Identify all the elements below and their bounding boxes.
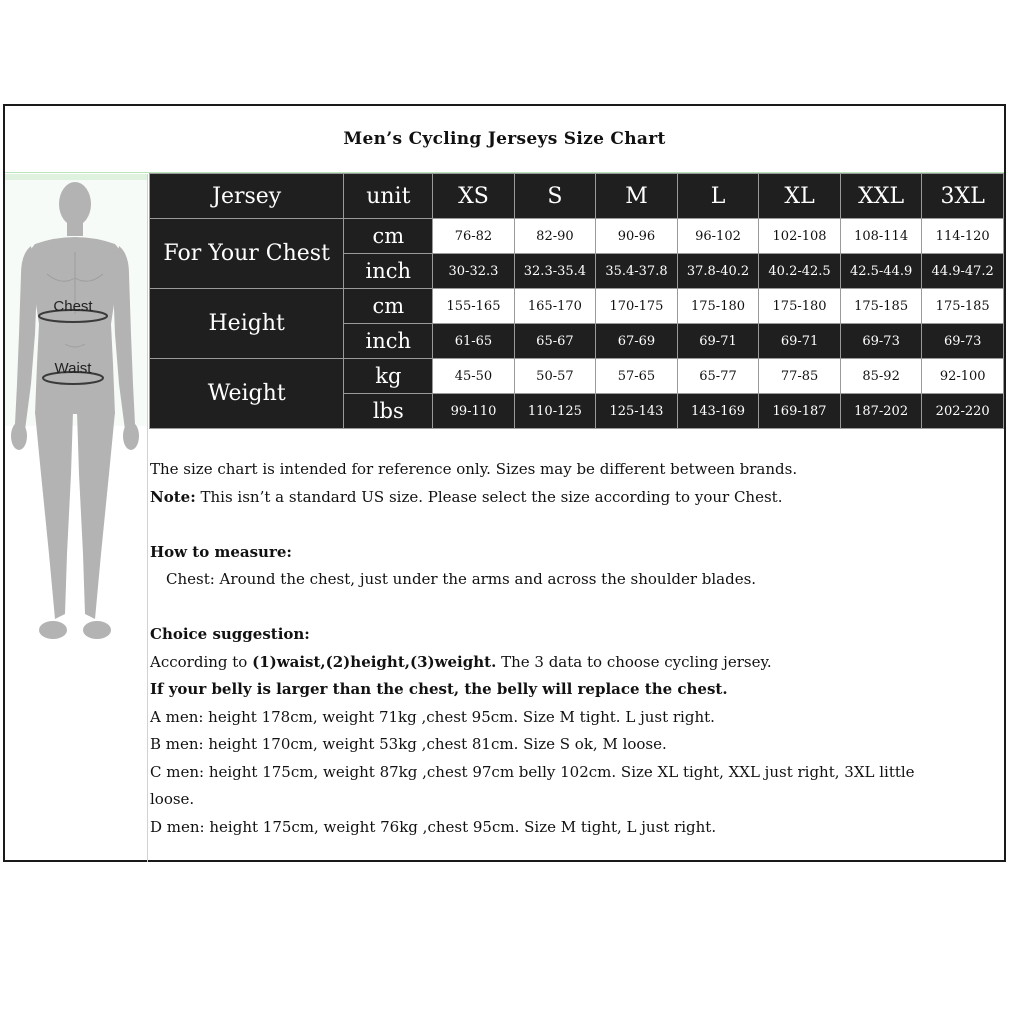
title-row xyxy=(5,106,1004,173)
value-cell: 175-180 xyxy=(759,289,841,324)
header-size: L xyxy=(677,174,759,219)
value-cell: 65-67 xyxy=(514,324,596,359)
header-size: XL xyxy=(759,174,841,219)
note-text: This isn’t a standard US size. Please select the size according to your Chest. xyxy=(195,487,783,506)
table-row xyxy=(150,289,1004,324)
belly-rule: If your belly is larger than the chest, the belly will replace the chest. xyxy=(150,680,728,698)
header-unit: unit xyxy=(344,174,433,219)
value-cell: 76-82 xyxy=(433,219,514,254)
header-size: XXL xyxy=(840,174,922,219)
reference-note: The size chart is intended for reference only. Sizes may be different between brands. xyxy=(150,460,798,478)
value-cell: 69-71 xyxy=(677,324,759,359)
value-cell: 102-108 xyxy=(759,219,841,254)
chest-measure-instruction: Chest: Around the chest, just under the arms and across the shoulder blades. xyxy=(166,570,757,588)
unit-cell: inch xyxy=(344,324,433,359)
example-c-continued: loose. xyxy=(150,790,195,808)
value-cell: 170-175 xyxy=(596,289,678,324)
unit-cell: cm xyxy=(344,219,433,254)
value-cell: 165-170 xyxy=(514,289,596,324)
value-cell: 155-165 xyxy=(433,289,514,324)
header-size: S xyxy=(514,174,596,219)
waist-label: Waist xyxy=(54,360,92,377)
how-to-measure-heading: How to measure: xyxy=(150,542,292,561)
value-cell: 42.5-44.9 xyxy=(840,254,922,289)
value-cell: 108-114 xyxy=(840,219,922,254)
value-cell: 175-180 xyxy=(677,289,759,324)
choice-suggestion-heading: Choice suggestion: xyxy=(150,625,310,643)
size-chart-frame xyxy=(3,104,1006,862)
value-cell: 57-65 xyxy=(596,359,678,394)
unit-cell: lbs xyxy=(344,394,433,429)
value-cell: 37.8-40.2 xyxy=(677,254,759,289)
value-cell: 44.9-47.2 xyxy=(922,254,1004,289)
value-cell: 45-50 xyxy=(433,359,514,394)
value-cell: 125-143 xyxy=(596,394,678,429)
value-cell: 143-169 xyxy=(677,394,759,429)
according-criteria: (1)waist,(2)height,(3)weight. xyxy=(252,652,497,671)
value-cell: 169-187 xyxy=(759,394,841,429)
value-cell: 175-185 xyxy=(840,289,922,324)
value-cell: 99-110 xyxy=(433,394,514,429)
value-cell: 82-90 xyxy=(514,219,596,254)
table-row xyxy=(150,219,1004,254)
value-cell: 61-65 xyxy=(433,324,514,359)
value-cell: 69-71 xyxy=(759,324,841,359)
note-line xyxy=(150,484,1000,512)
header-size: M xyxy=(596,174,678,219)
unit-cell: kg xyxy=(344,359,433,394)
header-size: XS xyxy=(433,174,514,219)
value-cell: 50-57 xyxy=(514,359,596,394)
value-cell: 40.2-42.5 xyxy=(759,254,841,289)
chest-label: Chest xyxy=(53,298,93,315)
value-cell: 92-100 xyxy=(922,359,1004,394)
body-figure-illustration xyxy=(5,174,147,862)
value-cell: 35.4-37.8 xyxy=(596,254,678,289)
table-header-row xyxy=(150,174,1004,219)
value-cell: 30-32.3 xyxy=(433,254,514,289)
row-label-height: Height xyxy=(150,289,344,359)
body-figure-panel xyxy=(5,174,148,862)
table-row xyxy=(150,359,1004,394)
row-label-weight: Weight xyxy=(150,359,344,429)
according-prefix: According to xyxy=(150,652,253,671)
according-suffix: The 3 data to choose cycling jersey. xyxy=(496,652,772,671)
according-line xyxy=(150,649,1000,677)
note-label: Note: xyxy=(150,487,196,506)
header-jersey: Jersey xyxy=(150,174,344,219)
value-cell: 187-202 xyxy=(840,394,922,429)
value-cell: 65-77 xyxy=(677,359,759,394)
value-cell: 69-73 xyxy=(840,324,922,359)
value-cell: 69-73 xyxy=(922,324,1004,359)
example-a: A men: height 178cm, weight 71kg ,chest 95cm. Size M tight. L just right. xyxy=(150,707,715,726)
unit-cell: inch xyxy=(344,254,433,289)
row-label-chest: For Your Chest xyxy=(150,219,344,289)
size-notes xyxy=(150,456,1000,841)
unit-cell: cm xyxy=(344,289,433,324)
value-cell: 67-69 xyxy=(596,324,678,359)
value-cell: 85-92 xyxy=(840,359,922,394)
example-b: B men: height 170cm, weight 53kg ,chest 81cm. Size S ok, M loose. xyxy=(150,735,667,753)
chart-title: Men’s Cycling Jerseys Size Chart xyxy=(343,129,666,149)
value-cell: 114-120 xyxy=(922,219,1004,254)
example-c: C men: height 175cm, weight 87kg ,chest 97cm belly 102cm. Size XL tight, XXL just right, 3XL little xyxy=(150,762,915,781)
example-d: D men: height 175cm, weight 76kg ,chest 95cm. Size M tight, L just right. xyxy=(150,817,717,836)
value-cell: 202-220 xyxy=(922,394,1004,429)
value-cell: 90-96 xyxy=(596,219,678,254)
value-cell: 96-102 xyxy=(677,219,759,254)
value-cell: 77-85 xyxy=(759,359,841,394)
size-table xyxy=(149,173,1004,429)
value-cell: 110-125 xyxy=(514,394,596,429)
value-cell: 32.3-35.4 xyxy=(514,254,596,289)
value-cell: 175-185 xyxy=(922,289,1004,324)
header-size: 3XL xyxy=(922,174,1004,219)
